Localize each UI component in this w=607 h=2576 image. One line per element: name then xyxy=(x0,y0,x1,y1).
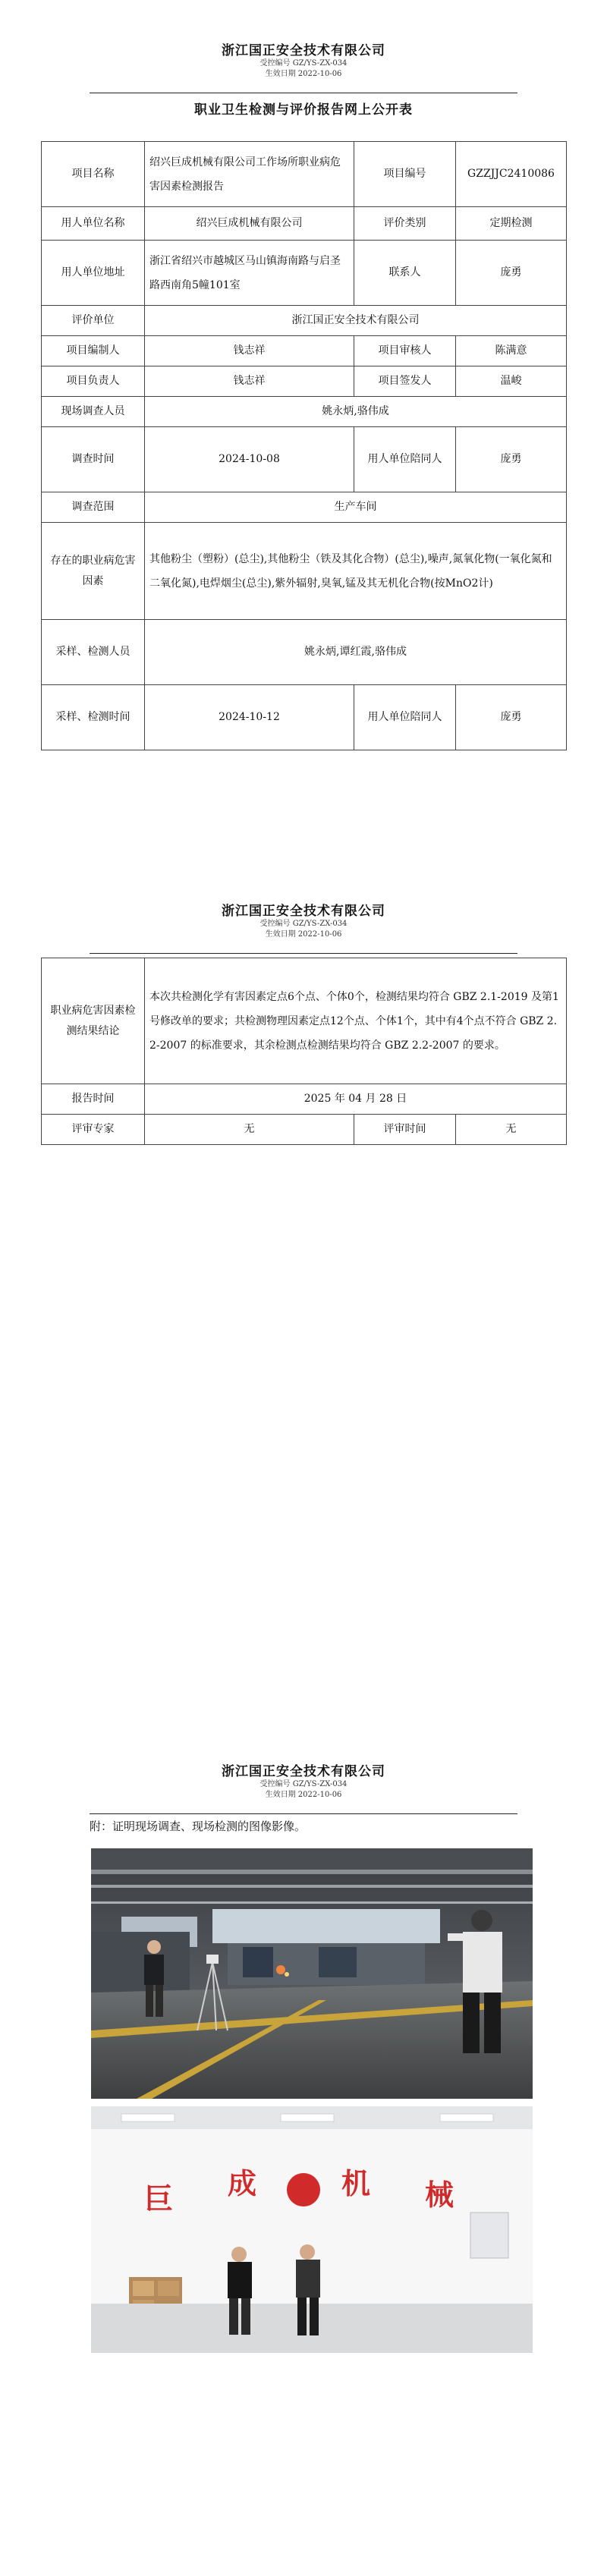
project-name-label: 项目名称 xyxy=(42,142,145,207)
compiler-label: 项目编制人 xyxy=(42,336,145,366)
expert-label: 评审专家 xyxy=(42,1115,145,1145)
report-info-table xyxy=(41,141,567,750)
header-rule xyxy=(90,953,517,954)
table-row xyxy=(42,1115,567,1145)
sign-char-3: 机 xyxy=(341,2167,371,2200)
samplers-label: 采样、检测人员 xyxy=(42,620,145,685)
contact-value: 庞勇 xyxy=(456,241,567,306)
compiler-value: 钱志祥 xyxy=(145,336,354,366)
companion-value: 庞勇 xyxy=(456,427,567,492)
effective-date: 生效日期 2022-10-06 xyxy=(265,1791,342,1799)
survey-time-value: 2024-10-08 xyxy=(145,427,354,492)
table-row xyxy=(42,1084,567,1115)
table-row xyxy=(42,685,567,750)
conclusion-table xyxy=(41,958,567,1145)
sign-char-4: 械 xyxy=(425,2178,454,2212)
eval-unit-label: 评价单位 xyxy=(42,306,145,336)
leader-value: 钱志祥 xyxy=(145,366,354,397)
table-row xyxy=(42,427,567,492)
site-photo-office xyxy=(91,2106,533,2353)
page-header xyxy=(0,39,607,80)
table-row xyxy=(42,523,567,620)
header-rule xyxy=(90,1813,517,1814)
review-time-value: 无 xyxy=(456,1115,567,1145)
attachment-note: 附：证明现场调查、现场检测的图像影像。 xyxy=(90,1820,307,1833)
eval-unit-value: 浙江国正安全技术有限公司 xyxy=(145,306,567,336)
leader-label: 项目负责人 xyxy=(42,366,145,397)
issuer-label: 项目签发人 xyxy=(354,366,456,397)
office-scene xyxy=(91,2106,533,2353)
table-row xyxy=(42,207,567,241)
employer-name-value: 绍兴巨成机械有限公司 xyxy=(145,207,354,241)
samplers-value: 姚永炳,谭红霞,骆伟成 xyxy=(145,620,567,685)
page-header xyxy=(0,1760,607,1801)
companion-label: 用人单位陪同人 xyxy=(354,427,456,492)
table-row xyxy=(42,336,567,366)
report-time-value: 2025 年 04 月 28 日 xyxy=(145,1084,567,1115)
project-no-label: 项目编号 xyxy=(354,142,456,207)
expert-value: 无 xyxy=(145,1115,354,1145)
sampling-time-value: 2024-10-12 xyxy=(145,685,354,750)
reviewer-label: 项目审核人 xyxy=(354,336,456,366)
table-row xyxy=(42,397,567,427)
reviewer-value: 陈满意 xyxy=(456,336,567,366)
scope-value: 生产车间 xyxy=(145,492,567,523)
table-row xyxy=(42,142,567,207)
workshop-scene xyxy=(91,1848,533,2099)
project-name-value: 绍兴巨成机械有限公司工作场所职业病危害因素检测报告 xyxy=(145,142,354,207)
scope-label: 调查范围 xyxy=(42,492,145,523)
table-row xyxy=(42,306,567,336)
conclusion-label: 职业病危害因素检测结果结论 xyxy=(42,958,145,1084)
table-row xyxy=(42,366,567,397)
sign-char-1: 巨 xyxy=(144,2182,174,2216)
employer-name-label: 用人单位名称 xyxy=(42,207,145,241)
table-row xyxy=(42,958,567,1084)
doc-code: 受控编号 GZ/YS-ZX-034 xyxy=(259,59,348,68)
hazards-value: 其他粉尘（塑粉）(总尘),其他粉尘（铁及其化合物）(总尘),噪声,氮氧化物(一氧化氮和二氧化氮),电焊烟尘(总尘),紫外辐射,臭氧,锰及其无机化合物(按MnO2计) xyxy=(145,523,567,620)
report-time-label: 报告时间 xyxy=(42,1084,145,1115)
company-name: 浙江国正安全技术有限公司 xyxy=(222,1764,385,1779)
table-row xyxy=(42,492,567,523)
doc-code: 受控编号 GZ/YS-ZX-034 xyxy=(259,920,348,928)
logo-mark xyxy=(287,2173,320,2206)
companion2-label: 用人单位陪同人 xyxy=(354,685,456,750)
page-header xyxy=(0,900,607,940)
surveyor-label: 现场调查人员 xyxy=(42,397,145,427)
site-survey-photo xyxy=(91,1848,533,2099)
issuer-value: 温峻 xyxy=(456,366,567,397)
page-title: 职业卫生检测与评价报告网上公开表 xyxy=(194,102,413,118)
doc-code: 受控编号 GZ/YS-ZX-034 xyxy=(259,1780,348,1788)
sampling-time-label: 采样、检测时间 xyxy=(42,685,145,750)
table-row xyxy=(42,241,567,306)
surveyor-value: 姚永炳,骆伟成 xyxy=(145,397,567,427)
employer-address-value: 浙江省绍兴市越城区马山镇海南路与启圣路西南角5幢101室 xyxy=(145,241,354,306)
eval-type-value: 定期检测 xyxy=(456,207,567,241)
company-name: 浙江国正安全技术有限公司 xyxy=(222,43,385,58)
conclusion-value: 本次共检测化学有害因素定点6个点、个体0个，检测结果均符合 GBZ 2.1-2019 及第1号修改单的要求；共检测物理因素定点12个点、个体1个，其中有4个点不符合 GBZ 2.2-2007 的标准要求，其余检测点检测结果均符合 GBZ 2.2-2007 的要求。 xyxy=(145,958,567,1084)
contact-label: 联系人 xyxy=(354,241,456,306)
sign-char-2: 成 xyxy=(228,2167,257,2200)
table-row xyxy=(42,620,567,685)
review-time-label: 评审时间 xyxy=(354,1115,456,1145)
eval-type-label: 评价类别 xyxy=(354,207,456,241)
company-name: 浙江国正安全技术有限公司 xyxy=(222,904,385,919)
project-no-value: GZZJJC2410086 xyxy=(456,142,567,207)
hazards-label: 存在的职业病危害因素 xyxy=(42,523,145,620)
survey-time-label: 调查时间 xyxy=(42,427,145,492)
employer-address-label: 用人单位地址 xyxy=(42,241,145,306)
companion2-value: 庞勇 xyxy=(456,685,567,750)
effective-date: 生效日期 2022-10-06 xyxy=(265,930,342,939)
effective-date: 生效日期 2022-10-06 xyxy=(265,70,342,78)
